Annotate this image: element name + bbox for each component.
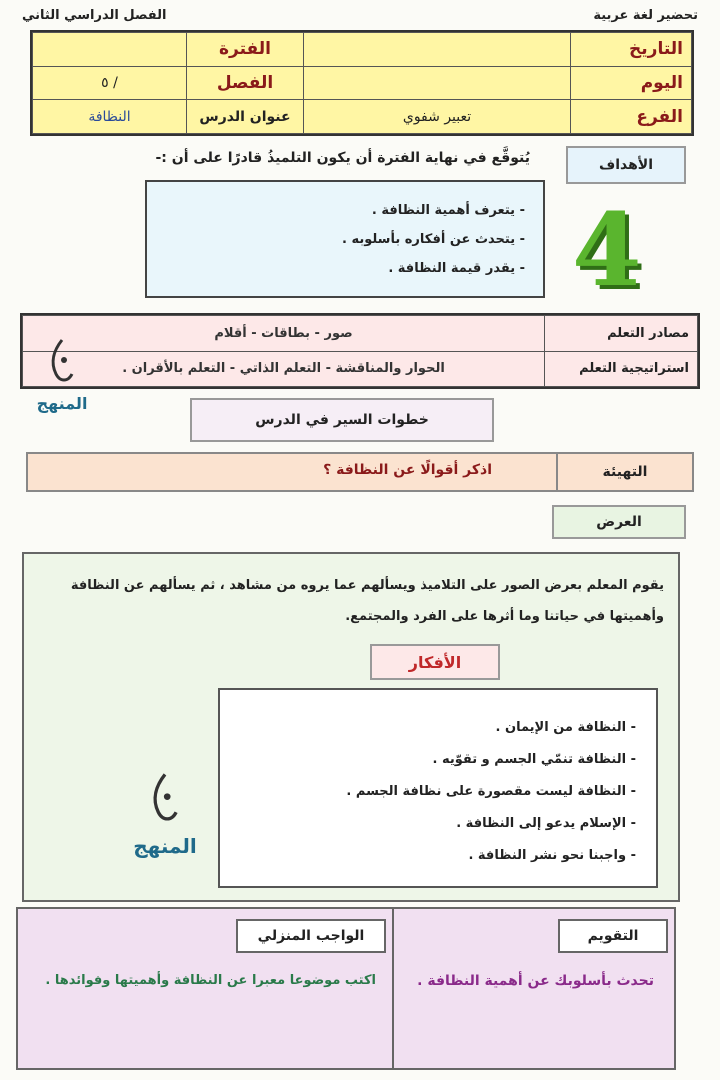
goals-intro: يُتوقَّع في نهاية الفترة أن يكون التلميذُ قادرًا على أن :- [155,150,530,166]
title-label: عنوان الدرس [187,100,304,134]
class-value: / ٥ [33,66,187,100]
branch-label: الفرع [571,100,692,134]
logo-emblem-icon [32,336,92,390]
presentation-text: يقوم المعلم بعرض الصور على التلاميذ ويسألهم عما يروه من مشاهد ، ثم يسألهم عن النظافة وأهميتها في حياتنا وما أثرها على الفرد والمجتمع. [70,578,664,624]
class-label: الفصل [187,66,304,100]
header-left: الفصل الدراسي الثاني [22,8,167,23]
evaluation-label-box [558,919,668,953]
steps-title: خطوات السير في الدرس [255,412,429,428]
logo-text: المنهج [133,834,197,858]
logo-emblem-icon [130,770,200,830]
idea-item: - النظافة من الإيمان . [495,720,636,735]
goal-item: - يتعرف أهمية النظافة . [371,203,525,218]
warmup-row [26,452,694,492]
logo-text: المنهج [36,394,88,413]
date-label: التاريخ [571,33,692,67]
header-right: تحضير لغة عربية [593,8,698,23]
lesson-number: 4 [572,191,642,309]
day-value [304,66,571,100]
strategy-label: استراتيجية التعلم [545,351,698,387]
goals-list [145,180,545,298]
presentation-label: العرض [596,514,642,530]
ideas-title-box [370,644,500,680]
info-table [30,30,694,136]
idea-item: - واجبنا نحو نشر النظافة . [468,848,636,863]
goal-item: - يقدر قيمة النظافة . [388,261,525,276]
bottom-panel [16,907,676,1070]
resources-table [20,313,700,389]
resources-label: مصادر التعلم [545,316,698,352]
idea-item: - النظافة تنمّي الجسم و تقوّيه . [432,752,636,767]
day-label: اليوم [571,66,692,100]
presentation-label-box [552,505,686,539]
homework-text: اكتب موضوعا معبرا عن النظافة وأهميتها وفوائدها . [45,973,376,988]
warmup-value: اذكر أقوالًا عن النظافة ؟ [323,462,492,478]
logo-2 [120,770,210,880]
evaluation-label: التقويم [587,928,639,944]
date-value [304,33,571,67]
logo [32,336,92,436]
steps-title-box [190,398,494,442]
idea-item: - الإسلام يدعو إلى النظافة . [456,816,636,831]
homework-label-box [236,919,386,953]
period-label: الفترة [187,33,304,67]
evaluation-text: تحدث بأسلوبك عن أهمية النظافة . [417,973,654,989]
ideas-list [218,688,658,888]
homework-panel [18,909,394,1068]
period-value [33,33,187,67]
resources-value: صور - بطاقات - أقلام [23,316,545,352]
warmup-label: التهيئة [556,454,692,490]
title-value: النظافة [33,100,187,134]
homework-label: الواجب المنزلي [257,928,365,944]
goals-label-box [566,146,686,184]
goal-item: - يتحدث عن أفكاره بأسلوبه . [341,232,525,247]
branch-value: تعبير شفوي [304,100,571,134]
idea-item: - النظافة ليست مقصورة على نظافة الجسم . [346,784,636,799]
goals-label: الأهداف [598,157,654,173]
strategy-value: الحوار والمناقشة - التعلم الذاتي - التعلم بالأقران . [23,351,545,387]
ideas-title: الأفكار [408,652,462,672]
